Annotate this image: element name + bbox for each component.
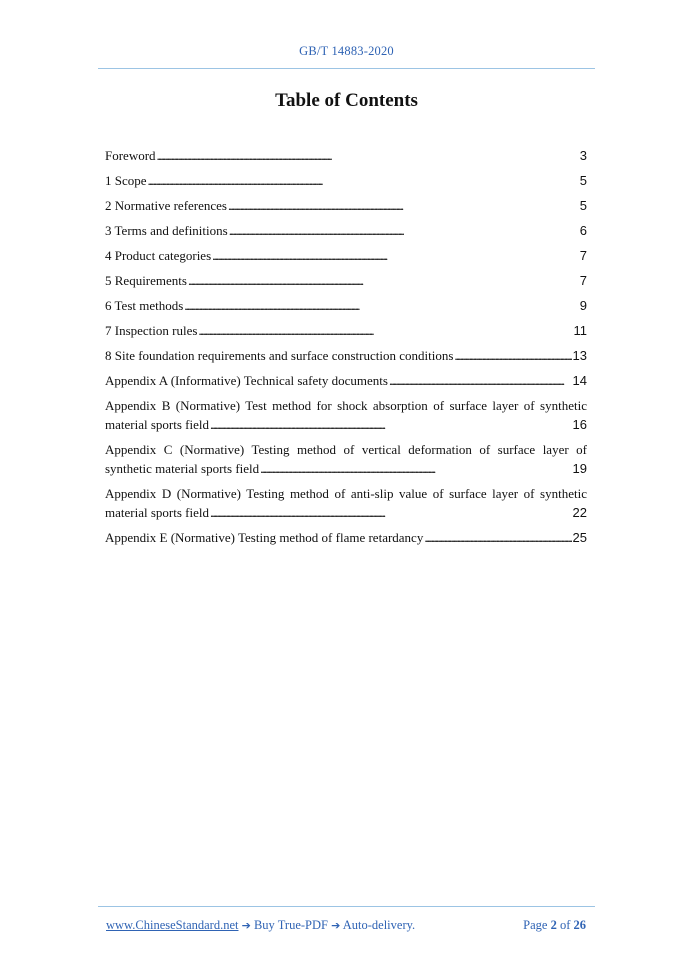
dot-leader [454,346,571,365]
toc-entry-appendix-c[interactable] [105,440,587,478]
toc-entry-text: Foreword [105,148,156,163]
toc-entry-text: 3 Terms and definitions [105,223,228,238]
dot-leader [210,503,572,522]
toc-entry-text-continued: synthetic material sports field [105,461,260,476]
footer-links [106,918,415,933]
toc-entry-text: 8 Site foundation requirements and surface construction conditions [105,348,454,363]
toc-entry-text: Appendix C (Normative) Testing method of vertical deformation of surface layer of [105,442,587,457]
toc-entry-text: 2 Normative references [105,198,227,213]
dot-leader [184,296,578,315]
toc-entry-requirements[interactable] [105,271,587,290]
toc-entry-text-continued: material sports field [105,417,209,432]
toc-entry-text: 4 Product categories [105,248,212,263]
right-arrow-icon: ➔ [241,919,251,932]
toc-page-number: 7 [579,248,587,263]
toc-page-number: 7 [579,273,587,288]
toc-entry-appendix-e[interactable] [105,528,587,547]
toc-page-number: 9 [579,298,587,313]
toc-page-number: 19 [572,461,587,476]
toc-page-number: 16 [572,417,587,432]
dot-leader [229,221,579,240]
toc-page-number: 14 [572,373,587,388]
footer-divider [98,906,595,907]
toc-page-number: 5 [579,198,587,213]
toc-page-number: 5 [579,173,587,188]
buy-true-pdf-text: Buy True-PDF [253,918,328,932]
current-page-number: 2 [550,918,557,932]
toc-entry-text: Appendix D (Normative) Testing method of anti-slip value of surface layer of synthetic [105,486,587,501]
toc-page-number: 3 [579,148,587,163]
toc-entry-text: Appendix A (Informative) Technical safety documents [105,373,388,388]
toc-entry-site-foundation[interactable] [105,346,587,365]
auto-delivery-text: Auto-delivery. [342,918,416,932]
toc-entry-foreword[interactable] [105,146,587,165]
dot-leader [157,146,579,165]
page-label: Page [523,918,548,932]
toc-entry-appendix-a[interactable] [105,371,587,390]
toc-page-number: 25 [572,530,587,545]
dot-leader [188,271,579,290]
total-pages-number: 26 [573,918,586,932]
toc-page-number: 13 [572,348,587,363]
dot-leader [260,459,571,478]
dot-leader [389,371,572,390]
toc-page-number: 6 [579,223,587,238]
toc-entry-inspection-rules[interactable] [105,321,587,340]
toc-entry-text: Appendix B (Normative) Test method for shock absorption of surface layer of synthetic [105,398,587,413]
document-code-header: GB/T 14883-2020 [299,44,394,58]
page-title: Table of Contents [275,90,418,111]
toc-entry-product-categories[interactable] [105,246,587,265]
toc-entry-text: Appendix E (Normative) Testing method of flame retardancy [105,530,424,545]
page-footer [106,918,586,933]
header-divider [98,68,595,69]
dot-leader [424,528,571,547]
toc-entry-normative-references[interactable] [105,196,587,215]
toc-entry-text: 1 Scope [105,173,147,188]
dot-leader [228,196,579,215]
toc-entry-test-methods[interactable] [105,296,587,315]
dot-leader [148,171,579,190]
site-link[interactable]: www.ChineseStandard.net [106,918,239,932]
toc-entry-text: 7 Inspection rules [105,323,198,338]
dot-leader [210,415,572,434]
right-arrow-icon: ➔ [331,919,341,932]
page-of-label: of [559,918,571,932]
toc-entry-terms-and-definitions[interactable] [105,221,587,240]
toc-page-number: 22 [572,505,587,520]
toc-entry-appendix-b[interactable] [105,396,587,434]
toc-entry-appendix-d[interactable] [105,484,587,522]
toc-page-number: 11 [573,323,587,338]
dot-leader [198,321,572,340]
table-of-contents [105,146,587,553]
toc-entry-text: 5 Requirements [105,273,187,288]
toc-entry-scope[interactable] [105,171,587,190]
toc-entry-text-continued: material sports field [105,505,209,520]
page-indicator [523,918,586,933]
dot-leader [212,246,579,265]
toc-entry-text: 6 Test methods [105,298,184,313]
